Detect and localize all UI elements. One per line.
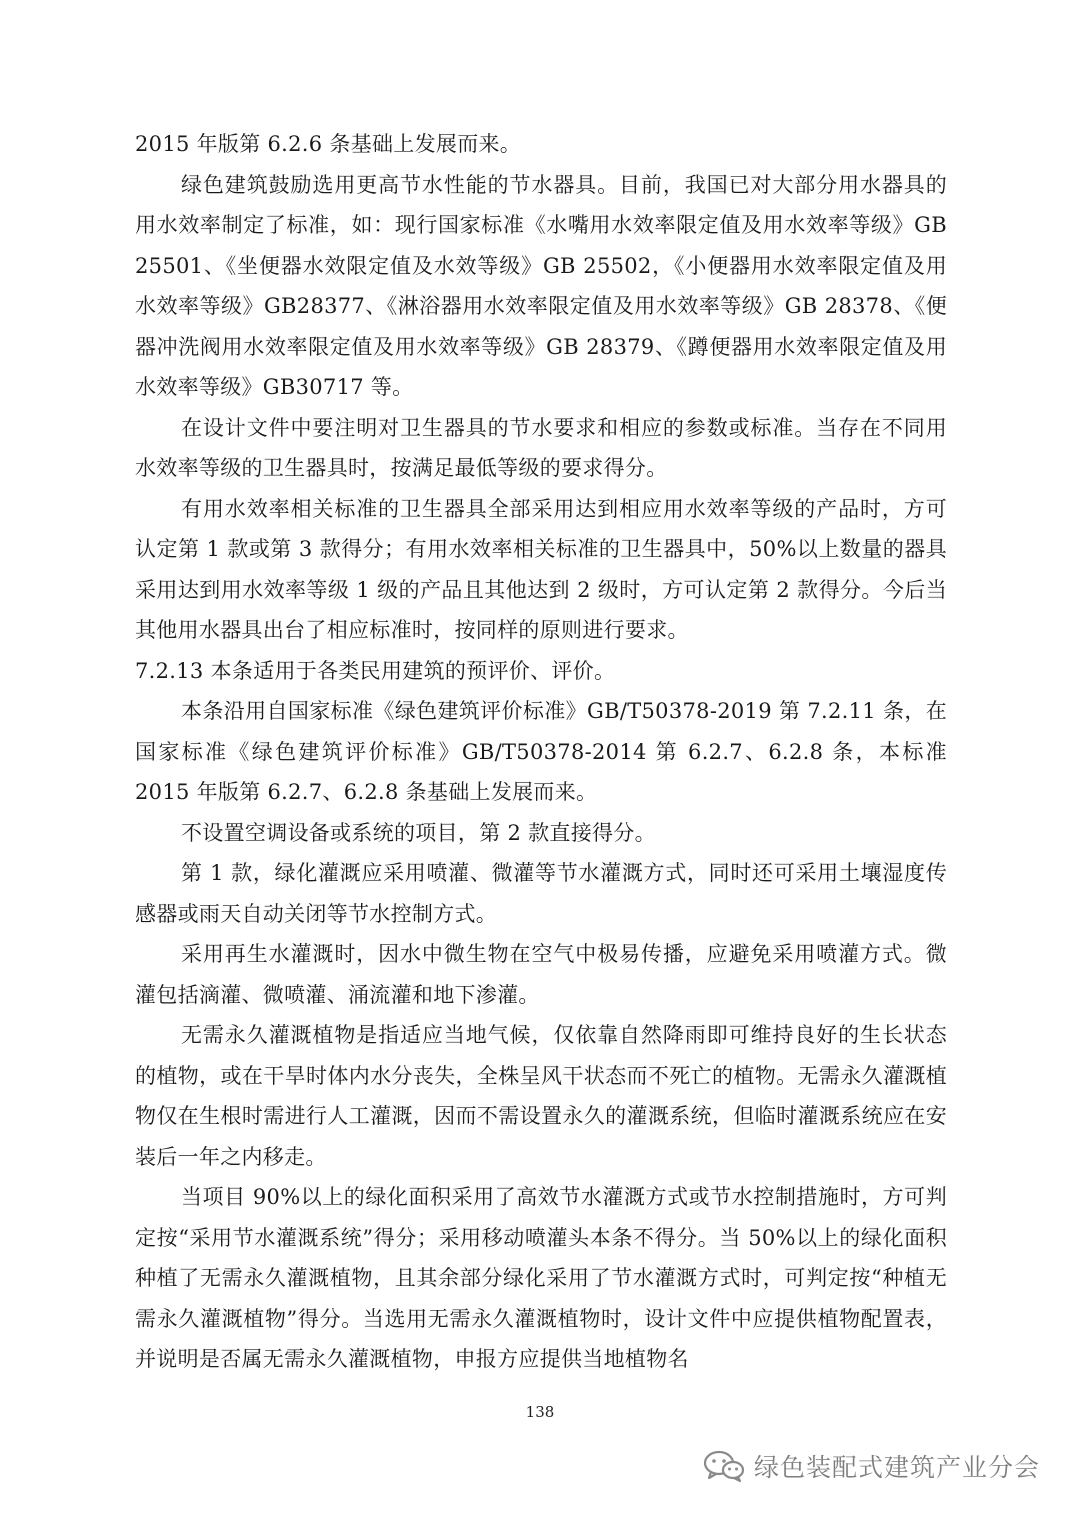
wechat-icon xyxy=(702,1448,746,1484)
document-body xyxy=(135,124,947,1380)
paragraph: 本条沿用自国家标准《绿色建筑评价标准》GB/T50378-2019 第 7.2.11 条，在国家标准《绿色建筑评价标准》GB/T50378-2014 第 6.2.7、6.2.8 条，本标准 2015 年版第 6.2.7、6.2.8 条基础上发展而来。 xyxy=(135,699,947,804)
watermark-text: 绿色装配式建筑产业分会 xyxy=(754,1453,1041,1482)
paragraph: 采用再生水灌溉时，因水中微生物在空气中极易传播，应避免采用喷灌方式。微灌包括滴灌、微喷灌、涌流灌和地下渗灌。 xyxy=(135,942,947,1007)
page-number: 138 xyxy=(525,1403,555,1421)
watermark xyxy=(702,1444,1040,1488)
paragraph: 不设置空调设备或系统的项目，第 2 款直接得分。 xyxy=(181,820,656,845)
paragraph: 绿色建筑鼓励选用更高节水性能的节水器具。目前，我国已对大部分用水器具的用水效率制定了标准，如：现行国家标准《水嘴用水效率限定值及用水效率等级》GB 25501、《坐便器水效限定值及水效等级》GB 25502，《小便器用水效率限定值及用水效率等级》GB28377、《淋浴器用水效率限定值及用水效率等级》GB 28378、《便器冲洗阀用水效率限定值及用水效率等级》GB 28379、《蹲便器用水效率限定值及用水效率等级》GB30717 等。 xyxy=(135,172,947,399)
paragraph: 第 1 款，绿化灌溉应采用喷灌、微灌等节水灌溉方式，同时还可采用土壤湿度传感器或雨天自动关闭等节水控制方式。 xyxy=(135,861,947,926)
paragraph: 有用水效率相关标准的卫生器具全部采用达到相应用水效率等级的产品时，方可认定第 1 款或第 3 款得分；有用水效率相关标准的卫生器具中，50%以上数量的器具采用达到用水效率等级 1 级的产品且其他达到 2 级时，方可认定第 2 款得分。今后当其他用水器具出台了相应标准时，按同样的原则进行要求。 xyxy=(135,496,947,642)
paragraph: 在设计文件中要注明对卫生器具的节水要求和相应的参数或标准。当存在不同用水效率等级的卫生器具时，按满足最低等级的要求得分。 xyxy=(135,415,947,480)
paragraph: 当项目 90%以上的绿化面积采用了高效节水灌溉方式或节水控制措施时，方可判定按“采用节水灌溉系统”得分；采用移动喷灌头本条不得分。当 50%以上的绿化面积种植了无需永久灌溉植物，且其余部分绿化采用了节水灌溉方式时，可判定按“种植无需永久灌溉植物”得分。当选用无需永久灌溉植物时，设计文件中应提供植物配置表，并说明是否属无需永久灌溉植物，申报方应提供当地植物名 xyxy=(135,1185,947,1371)
clause-heading: 7.2.13 本条适用于各类民用建筑的预评价、评价。 xyxy=(135,658,616,683)
paragraph: 2015 年版第 6.2.6 条基础上发展而来。 xyxy=(135,132,522,156)
paragraph: 无需永久灌溉植物是指适应当地气候，仅依靠自然降雨即可维持良好的生长状态的植物，或在干旱时体内水分丧失，全株呈风干状态而不死亡的植物。无需永久灌溉植物仅在生根时需进行人工灌溉，因而不需设置永久的灌溉系统，但临时灌溉系统应在安装后一年之内移走。 xyxy=(135,1023,947,1169)
